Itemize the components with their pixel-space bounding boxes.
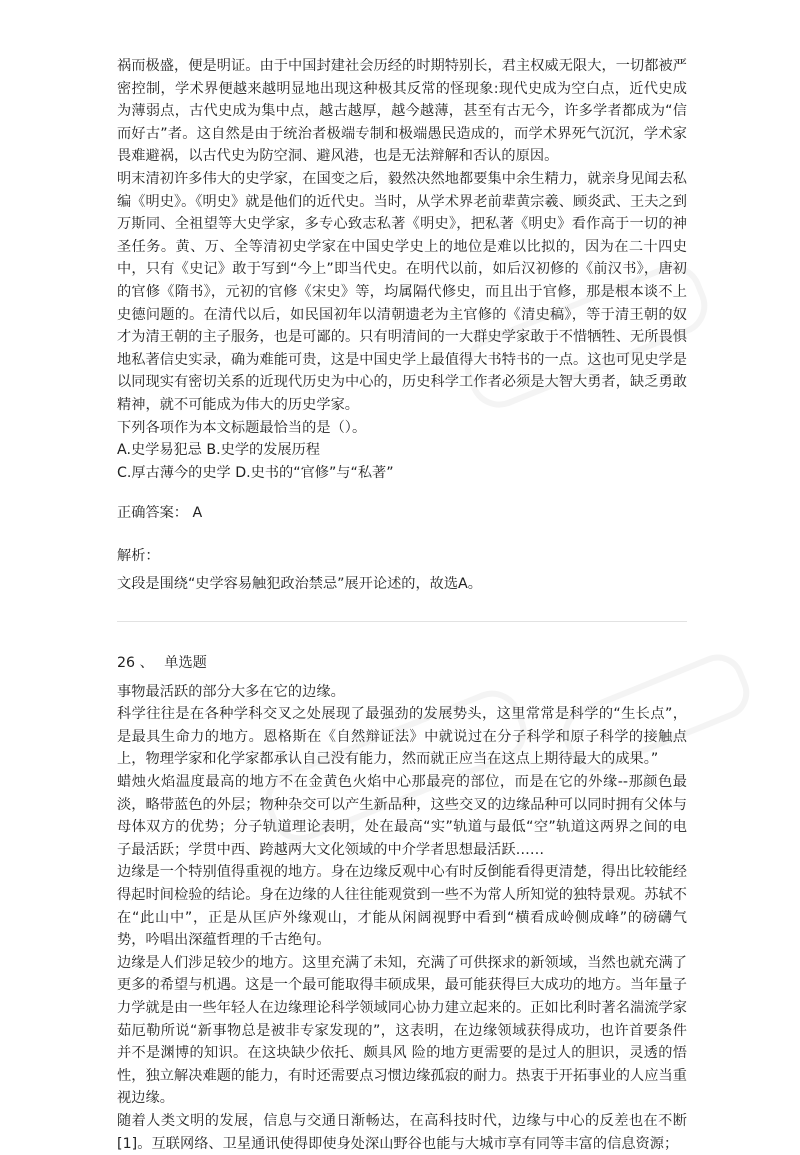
analysis-label: 解析： <box>117 547 160 564</box>
question-type: 单选题 <box>164 655 207 672</box>
options-line-2: C.厚古薄今的史学 D.史书的“官修”与“私著” <box>117 464 394 481</box>
reading-passage: 祸而极盛，便是明证。由于中国封建社会历经的时期特别长，君主权威无限大，一切都被严密控制，学术界便越来越明显地出现这种极其反常的怪现象:现代史成为空白点，近代史成为薄弱点，古代史成为集中点，越古越厚，越今越薄，甚至有古无今，许多学者都成为“信而好古”者。这自然是由于统治者极端专制和极端愚民造成的，而学术界死气沉沉，学术家畏难避祸，以古代史为防空洞、避风港，也是无法辩解和否认的原因。 明末清初许多伟大的史学家，在国变之后，毅然决然地都要集中余生精力，就亲身见闻去私编《明史》。《明史》就是他们的近代史。当时，从学术界老前辈黄宗羲、顾炎武、王夫之到万斯同、全祖望等大史学家，多专心致志私著《明史》，把私著《明史》看作高于一切的神圣任务。黄、万、全等清初史学家在中国史学史上的地位是难以比拟的，因为在二十四史中，只有《史记》敢于写到“今上”即当代史。在明代以前，如后汉初修的《前汉书》，唐初的官修《隋书》，元初的官修《宋史》等，均属隔代修史，而且出于官修，那是根本谈不上史德问题的。在清代以后，如民国初年以清朝遗老为主官修的《清史稿》，等于清王朝的奴才为清王朝的主子服务，也是可鄙的。只有明清间的一大群史学家敢于不惜牺牲、无所畏惧地私著信史实录，确为难能可贵，这是中国史学上最值得大书特书的一点。这也可见史学是以同现实有密切关系的近现代历史为中心的，历史科学工作者必须是大智大勇者，缺乏勇敢精神，就不可能成为伟大的历史学家。 下列各项作为本文标题最恰当的是（）。 <box>117 58 687 436</box>
correct-answer <box>117 502 687 525</box>
previous-question <box>117 55 687 596</box>
question-26 <box>117 652 687 1155</box>
question-separator: 、 <box>139 655 154 672</box>
section-divider <box>117 621 687 622</box>
question-header <box>117 652 687 675</box>
document-page <box>117 55 687 1155</box>
question-number: 26 <box>117 655 136 672</box>
options-line-1: A.史学易犯忌 B.史学的发展历程 <box>117 442 320 459</box>
answer-value: A <box>192 505 203 522</box>
analysis-text: 文段是围绕“史学容易触犯政治禁忌”展开论述的，故选A。 <box>117 576 482 593</box>
answer-label: 正确答案： <box>117 505 188 522</box>
question-body: 事物最活跃的部分大多在它的边缘。 科学往往是在各种学科交叉之处展现了最强劲的发展势头，这里常常是科学的“生长点”，是最具生命力的地方。恩格斯在《自然辩证法》中就说过在分子科学和原子科学的接触点上，物理学家和化学家都承认自己没有能力，然而就正应当在这点上期待最大的成果。” 蜡烛火焰温度最高的地方不在金黄色火焰中心那最亮的部位，而是在它的外缘--那颜色最淡，略带蓝色的外层；物种杂交可以产生新品种，这些交叉的边缘品种可以同时拥有父体与母体双方的优势；分子轨道理论表明，处在最高“实”轨道与最低“空”轨道这两界之间的电子最活跃；学贯中西、跨越两大文化领域的中介学者思想最活跃…… 边缘是一个特别值得重视的地方。身在边缘反观中心有时反倒能看得更清楚，得出比较能经得起时间检验的结论。身在边缘的人往往能观赏到一些不为常人所知觉的独特景观。苏轼不在“此山中”，正是从匡庐外缘观山，才能从闲阔视野中看到“横看成岭侧成峰”的磅礴气势，吟唱出深蕴哲理的千古绝句。 边缘是人们涉足较少的地方。这里充满了未知，充满了可供探求的新领域，当然也就充满了更多的希望与机遇。这是一个最可能取得丰硕成果，最可能获得巨大成功的地方。当年量子力学就是由一些年轻人在边缘理论科学领域同心协力建立起来的。正如比利时著名湍流学家茹厄勒所说“新事物总是被非专家发现的”，这表明，在边缘领域获得成功，也许首要条件并不是渊博的知识。在这块缺少依托、颇具风 险的地方更需要的是过人的胆识，灵透的悟性，独立解决难题的能力，有时还需要点习惯边缘孤寂的耐力。热衷于开拓事业的人应当重视边缘。 随着人类文明的发展，信息与交通日渐畅达，在高科技时代，边缘与中心的反差也在不断[1]。互联网络、卫星通讯使得即使身处深山野谷也能与大城市享有同等丰富的信息资源； <box>117 683 687 1152</box>
